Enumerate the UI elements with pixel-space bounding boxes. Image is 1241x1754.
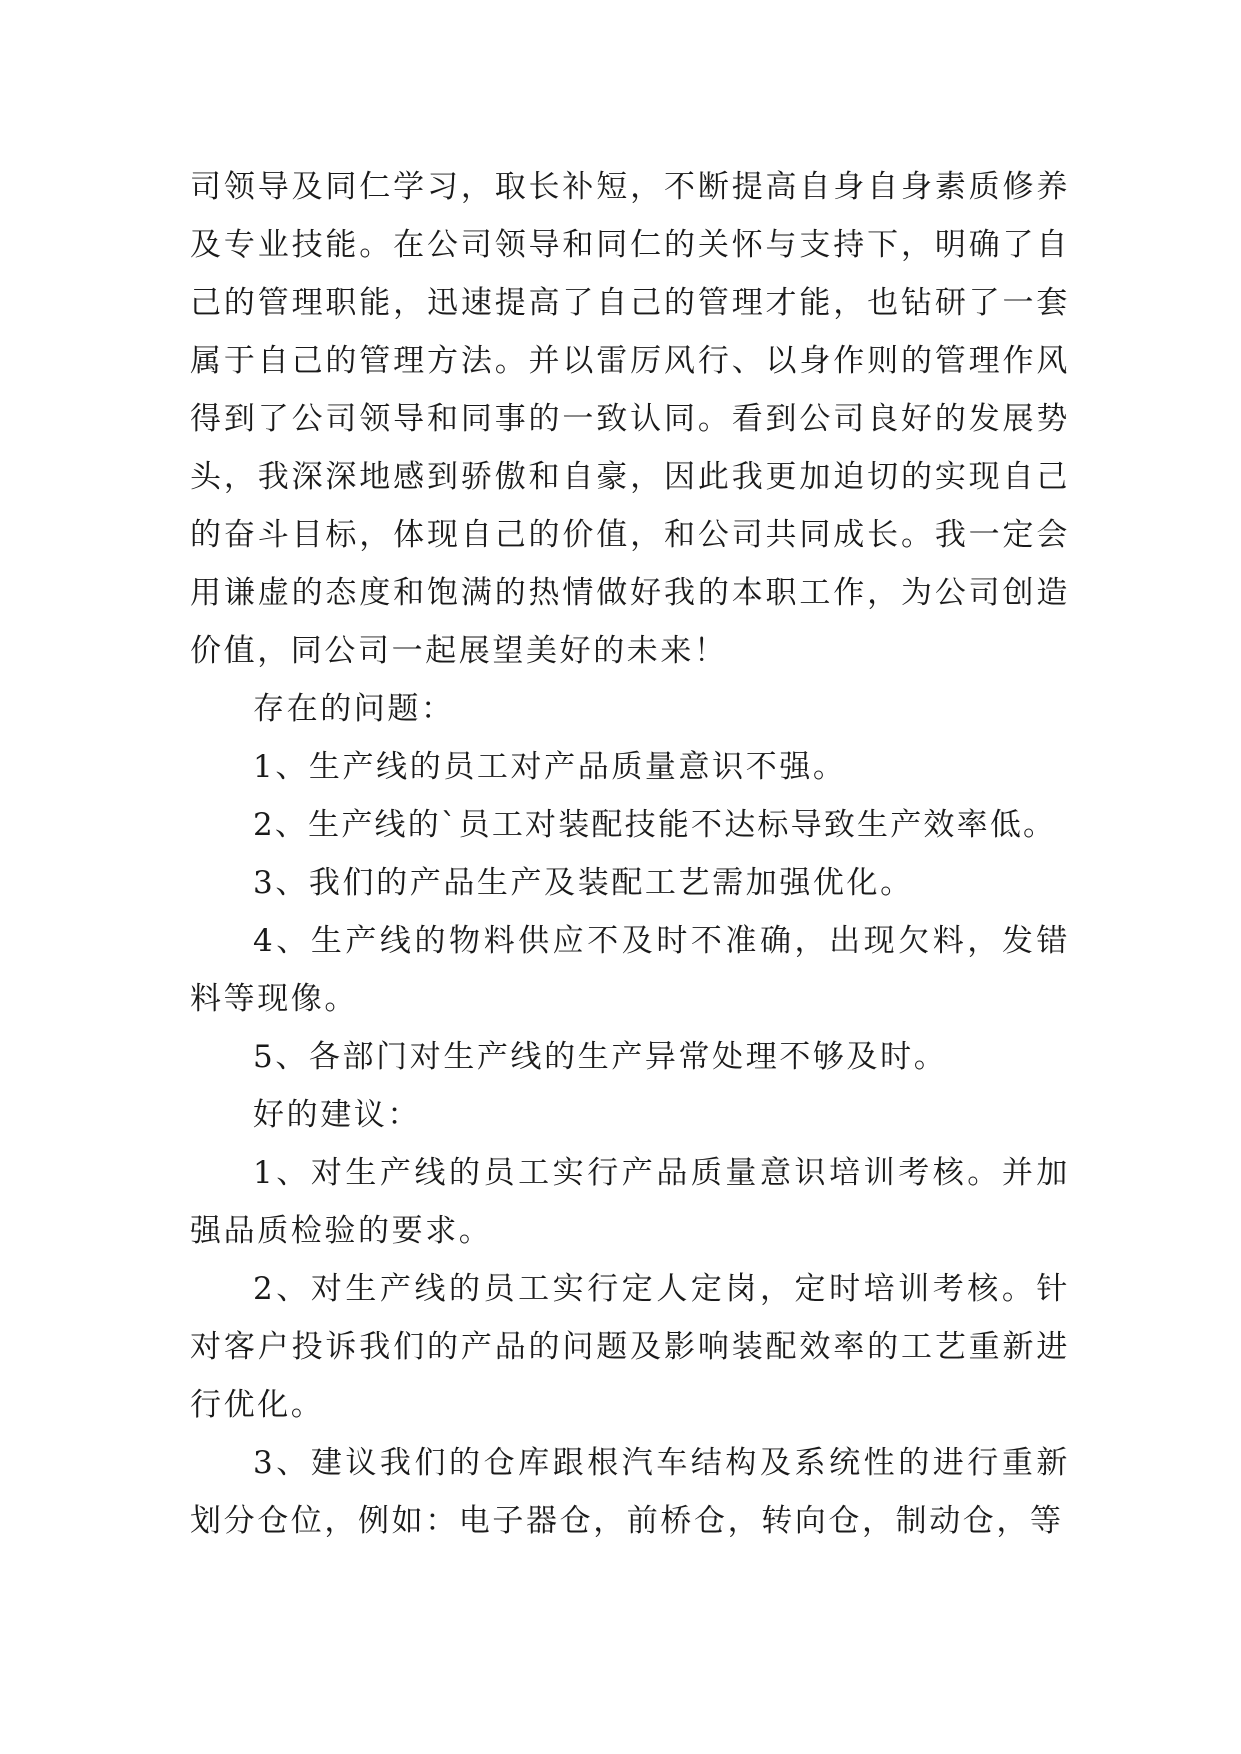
problem-item-4: 4、生产线的物料供应不及时不准确，出现欠料，发错料等现像。 <box>190 923 1070 1017</box>
document-body <box>190 158 1070 1550</box>
heading-suggestions: 好的建议： <box>253 1097 421 1133</box>
problem-item-3: 3、我们的产品生产及装配工艺需加强优化。 <box>253 865 914 901</box>
problem-item-1: 1、生产线的员工对产品质量意识不强。 <box>253 749 847 785</box>
problem-item-5: 5、各部门对生产线的生产异常处理不够及时。 <box>253 1039 948 1075</box>
suggestion-item-1: 1、对生产线的员工实行产品质量意识培训考核。并加强品质检验的要求。 <box>190 1155 1070 1249</box>
heading-problems: 存在的问题： <box>253 691 455 727</box>
suggestion-item-2: 2、对生产线的员工实行定人定岗，定时培训考核。针对客户投诉我们的产品的问题及影响装配效率的工艺重新进行优化。 <box>190 1271 1070 1423</box>
paragraph-intro: 司领导及同仁学习，取长补短，不断提高自身自身素质修养及专业技能。在公司领导和同仁的关怀与支持下，明确了自己的管理职能，迅速提高了自己的管理才能，也钻研了一套属于自己的管理方法。并以雷厉风行、以身作则的管理作风得到了公司领导和同事的一致认同。看到公司良好的发展势头，我深深地感到骄傲和自豪，因此我更加迫切的实现自己的奋斗目标，体现自己的价值，和公司共同成长。我一定会用谦虚的态度和饱满的热情做好我的本职工作，为公司创造价值，同公司一起展望美好的未来！ <box>190 169 1070 669</box>
suggestion-item-3: 3、建议我们的仓库跟根汽车结构及系统性的进行重新划分仓位，例如：电子器仓，前桥仓，转向仓，制动仓，等 <box>190 1445 1070 1539</box>
problem-item-2: 2、生产线的`员工对装配技能不达标导致生产效率低。 <box>253 807 1057 843</box>
